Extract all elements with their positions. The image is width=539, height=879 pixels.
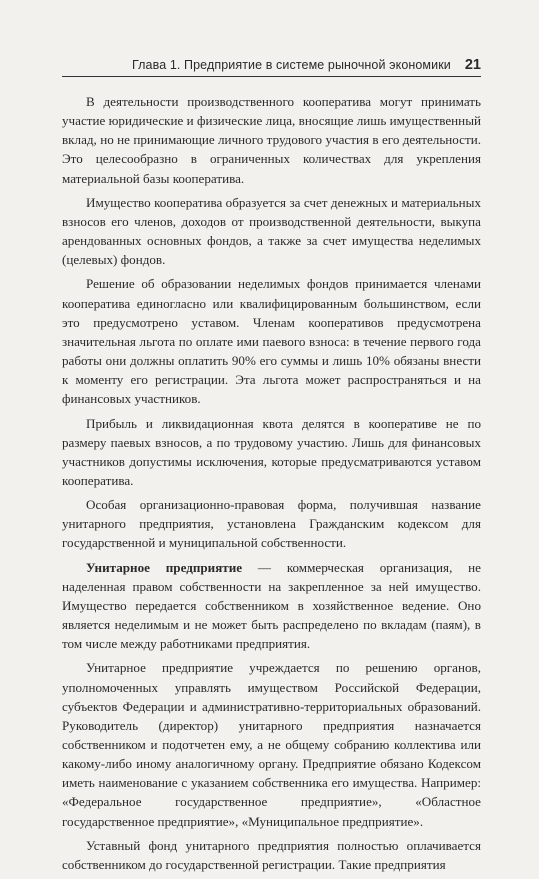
page-number: 21 <box>464 57 481 73</box>
definition-paragraph <box>62 558 481 654</box>
body-text <box>62 92 481 879</box>
paragraph: Решение об образовании неделимых фондов принимается членами кооператива единогласно или квалифицированным большинством, если это предусмотрено уставом. Членам кооперативов предусмотрена значительная льгота по оплате ими паевого взноса: в течение первого года работы они должны оплатить 90% его суммы и лишь 10% обязаны внести к моменту его регистрации. Эта льгота может распространяться и на финансовых участников. <box>62 276 481 407</box>
defined-term: Унитарное предприятие <box>86 559 243 575</box>
paragraph: Имущество кооператива образуется за счет денежных и материальных взносов его членов, доходов от производственной деятельности, выкупа арендованных основных фондов, а также за счет имущества неделимых (целевых) фондов. <box>62 194 481 268</box>
paragraph: В деятельности производственного кооператива могут принимать участие юридические и физические лица, вносящие лишь имущественный вклад, но не принимающие личного трудового участия в его деятельности. Это целесообразно в ограниченных количествах для укрепления материальной базы кооператива. <box>62 94 481 186</box>
paragraph: Уставный фонд унитарного предприятия полностью оплачивается собственником до государственной регистрации. Такие предприятия <box>62 837 481 872</box>
chapter-title: Глава 1. Предприятие в системе рыночной экономики <box>132 58 451 72</box>
running-header <box>62 52 481 77</box>
definition-text: — коммерческая организация, не наделенная правом собственности на закрепленное за ней имущество. Имущество передается собственником в хозяйственное ведение. Оно является неделимым и не может быть распределено по вкладам (паям), в том числе между работниками предприятия. <box>62 559 481 652</box>
paragraph: Особая организационно-правовая форма, получившая название унитарного предприятия, установлена Гражданским кодексом для государственной и муниципальной собственности. <box>62 497 481 551</box>
paragraph: Унитарное предприятие учреждается по решению органов, уполномоченных управлять имуществом Российской Федерации, субъектов Федерации и административно-территориальных образований. Руководитель (директор) унитарного предприятия назначается собственником и подотчетен ему, а не общему собранию коллектива или какому-либо иному аналогичному органу. Предприятие обязано Кодексом иметь наименование с указанием собственника его имущества. Например: «Федеральное государственное предприятие», «Областное государственное предприятие», «Муниципальное предприятие». <box>62 660 481 829</box>
paragraph: Прибыль и ликвидационная квота делятся в кооперативе не по размеру паевых взносов, а по трудовому участию. Лишь для финансовых участников допустимы исключения, которые предусматриваются уставом кооператива. <box>62 415 481 488</box>
